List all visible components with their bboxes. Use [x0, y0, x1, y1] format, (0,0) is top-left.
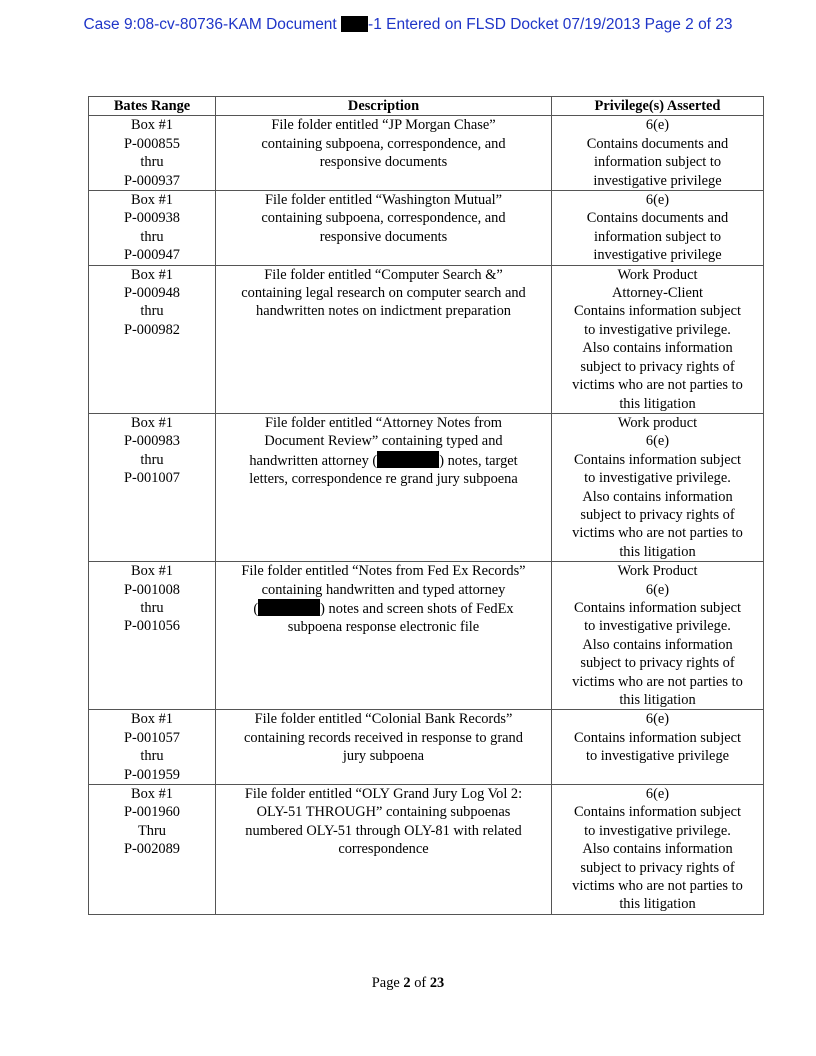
table-header-row — [89, 97, 764, 116]
cell-line: responsive documents — [319, 154, 448, 171]
description-cell — [216, 265, 552, 413]
cell-line: jury subpoena — [342, 748, 425, 765]
cell-line: File folder entitled “JP Morgan Chase” — [271, 117, 496, 134]
cell-line: 6(e) — [645, 192, 670, 209]
cell-line: correspondence — [338, 841, 429, 858]
cell-line: victims who are not parties to — [572, 377, 743, 394]
cell-line: containing legal research on computer search and — [241, 285, 526, 302]
table-row — [89, 191, 764, 266]
cell-line: investigative privilege — [593, 172, 722, 189]
cell-line: 6(e) — [645, 117, 670, 134]
cell-line-redacted — [220, 451, 547, 470]
cell-line: 6(e) — [645, 581, 670, 598]
cell-line: Contains information subject — [573, 599, 742, 616]
cell-line: subject to privacy rights of — [580, 655, 735, 672]
cell-line: OLY-51 THROUGH” containing subpoenas — [256, 804, 511, 821]
cell-line: thru — [140, 748, 164, 765]
bates-range-cell — [89, 562, 216, 710]
page-footer — [0, 975, 816, 992]
cell-line: P-001959 — [124, 766, 180, 783]
cell-line: File folder entitled “Notes from Fed Ex Records” — [241, 563, 526, 580]
cell-line: to investigative privilege. — [584, 822, 731, 839]
cell-line: Also contains information — [582, 488, 733, 505]
bates-range-cell — [89, 710, 216, 785]
cell-line: information subject to — [593, 154, 722, 171]
cell-line: P-000947 — [124, 247, 180, 264]
docket-header-prefix: Case 9:08-cv-80736-KAM Document — [83, 16, 342, 33]
header-bates-range: Bates Range — [89, 97, 216, 116]
cell-line: 6(e) — [645, 711, 670, 728]
footer-page-total: 23 — [429, 975, 445, 991]
cell-line: Box #1 — [131, 786, 173, 803]
privilege-log-table — [88, 96, 764, 915]
cell-line: File folder entitled “OLY Grand Jury Log Vol 2: — [244, 786, 523, 803]
description-cell — [216, 191, 552, 266]
cell-line: Document Review” containing typed and — [264, 433, 503, 450]
cell-line: 6(e) — [645, 786, 670, 803]
cell-line: P-000948 — [124, 285, 180, 302]
cell-line: File folder entitled “Computer Search &” — [264, 266, 503, 283]
cell-line: information subject to — [593, 228, 722, 245]
privilege-cell — [552, 785, 764, 915]
table-row — [89, 562, 764, 710]
cell-line: Contains information subject — [573, 451, 742, 468]
cell-line: this litigation — [619, 896, 696, 913]
cell-line: containing subpoena, correspondence, and — [261, 135, 506, 152]
cell-line: Box #1 — [131, 563, 173, 580]
footer-page-word: Page — [371, 975, 400, 991]
cell-line: Box #1 — [131, 192, 173, 209]
cell-line: subject to privacy rights of — [580, 859, 735, 876]
description-cell — [216, 710, 552, 785]
cell-line: P-000855 — [124, 135, 180, 152]
cell-line: P-001056 — [124, 618, 180, 635]
cell-line-redacted — [220, 599, 547, 618]
cell-line: P-001057 — [124, 729, 180, 746]
cell-line: investigative privilege — [593, 247, 722, 264]
redaction-box — [341, 16, 368, 32]
cell-line: Contains documents and — [586, 135, 729, 152]
header-description: Description — [216, 97, 552, 116]
description-cell — [216, 785, 552, 915]
redaction-box — [377, 451, 439, 468]
privilege-cell — [552, 116, 764, 191]
table-body — [89, 116, 764, 914]
cell-line: subject to privacy rights of — [580, 506, 735, 523]
cell-line: P-001008 — [124, 581, 180, 598]
table-row — [89, 265, 764, 413]
description-cell — [216, 116, 552, 191]
cell-line: thru — [140, 451, 164, 468]
cell-line: Work product — [617, 414, 698, 431]
cell-line: P-000937 — [124, 172, 180, 189]
cell-line: containing subpoena, correspondence, and — [261, 210, 506, 227]
privilege-cell — [552, 562, 764, 710]
bates-range-cell — [89, 116, 216, 191]
table-row — [89, 413, 764, 561]
cell-line: Box #1 — [131, 266, 173, 283]
cell-line: this litigation — [619, 692, 696, 708]
cell-line: handwritten notes on indictment preparation — [256, 303, 511, 320]
privilege-cell — [552, 265, 764, 413]
privilege-cell — [552, 191, 764, 266]
cell-line: victims who are not parties to — [572, 673, 743, 690]
cell-line: to investigative privilege. — [584, 470, 731, 487]
cell-line: File folder entitled “Washington Mutual” — [264, 192, 503, 209]
cell-line: to investigative privilege. — [584, 321, 731, 338]
cell-line: Attorney-Client — [611, 285, 704, 302]
cell-line: thru — [140, 228, 164, 245]
redacted-line-after: ) notes and screen shots of FedEx — [320, 600, 514, 617]
cell-line: P-000983 — [124, 433, 180, 450]
table-row — [89, 710, 764, 785]
cell-line: letters, correspondence re grand jury subpoena — [249, 471, 518, 488]
cell-line: Box #1 — [131, 711, 173, 728]
table-row — [89, 785, 764, 915]
redaction-box — [258, 599, 320, 616]
redacted-line-before: handwritten attorney ( — [249, 452, 378, 469]
cell-line: 6(e) — [645, 433, 670, 450]
cell-line: Contains information subject — [573, 303, 742, 320]
cell-line: to investigative privilege — [585, 748, 730, 765]
redacted-line-before: ( — [253, 600, 259, 617]
cell-line: File folder entitled “Colonial Bank Records” — [254, 711, 513, 728]
cell-line: Also contains information — [582, 340, 733, 357]
bates-range-cell — [89, 191, 216, 266]
cell-line: File folder entitled “Attorney Notes from — [265, 414, 502, 431]
cell-line: Also contains information — [582, 636, 733, 653]
cell-line: responsive documents — [319, 228, 448, 245]
cell-line: Contains information subject — [573, 729, 742, 746]
cell-line: numbered OLY-51 through OLY-81 with related — [245, 822, 522, 839]
cell-line: Box #1 — [131, 117, 173, 134]
cell-line: thru — [140, 154, 164, 171]
docket-header — [0, 16, 816, 34]
cell-line: Box #1 — [131, 414, 173, 431]
cell-line: Work Product — [617, 563, 698, 580]
cell-line: this litigation — [619, 395, 696, 412]
bates-range-cell — [89, 413, 216, 561]
cell-line: Also contains information — [582, 841, 733, 858]
cell-line: P-000982 — [124, 321, 180, 338]
cell-line: Thru — [138, 822, 166, 839]
cell-line: this litigation — [619, 543, 696, 560]
cell-line: containing handwritten and typed attorney — [261, 581, 506, 598]
cell-line: to investigative privilege. — [584, 618, 731, 635]
description-cell — [216, 413, 552, 561]
redacted-line-after: ) notes, target — [439, 452, 518, 469]
header-privileges-asserted: Privilege(s) Asserted — [552, 97, 764, 116]
cell-line: P-001007 — [124, 470, 180, 487]
cell-line: subpoena response electronic file — [287, 619, 480, 636]
cell-line: containing records received in response to grand — [244, 729, 523, 746]
cell-line: Work Product — [617, 266, 698, 283]
cell-line: P-000938 — [124, 210, 180, 227]
privilege-cell — [552, 413, 764, 561]
cell-line: victims who are not parties to — [572, 878, 743, 895]
cell-line: subject to privacy rights of — [580, 358, 735, 375]
cell-line: victims who are not parties to — [572, 525, 743, 542]
cell-line: Contains information subject — [573, 804, 742, 821]
privilege-cell — [552, 710, 764, 785]
table-row — [89, 116, 764, 191]
cell-line: Contains documents and — [586, 210, 729, 227]
cell-line: thru — [140, 599, 164, 616]
description-cell — [216, 562, 552, 710]
bates-range-cell — [89, 265, 216, 413]
bates-range-cell — [89, 785, 216, 915]
cell-line: thru — [140, 303, 164, 320]
footer-of-word: of — [414, 975, 427, 991]
docket-header-suffix: -1 Entered on FLSD Docket 07/19/2013 Page 2 of 23 — [368, 16, 733, 33]
cell-line: P-002089 — [124, 841, 180, 858]
cell-line: P-001960 — [124, 804, 180, 821]
footer-page-number: 2 — [403, 975, 411, 991]
